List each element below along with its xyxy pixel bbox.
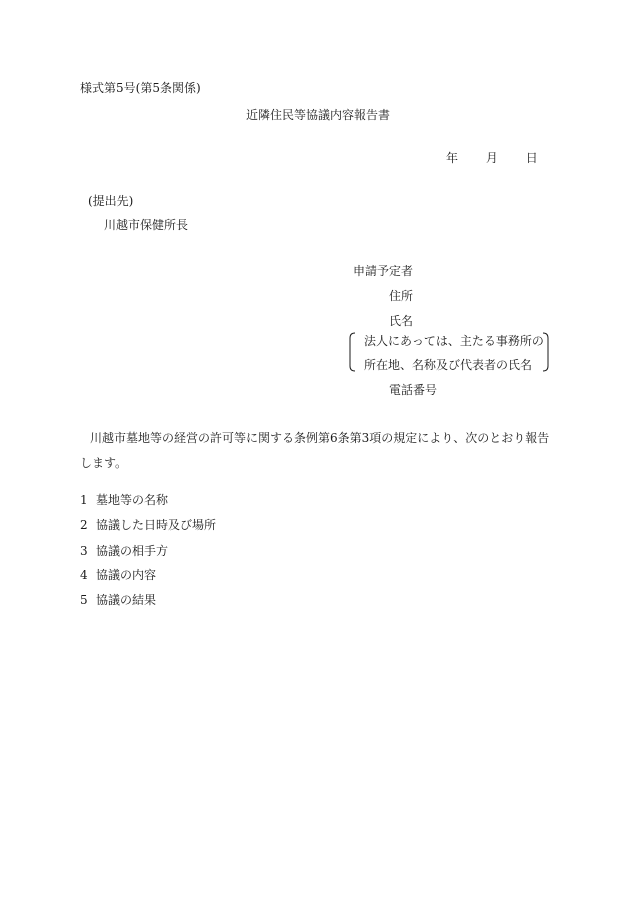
- date-month-label: 月: [485, 151, 498, 165]
- list-item: [80, 569, 156, 581]
- body-paragraph: 川越市墓地等の経営の許可等に関する条例第6条第3項の規定により、次のとおり報告します。: [80, 431, 550, 470]
- address-label: 住所: [389, 289, 414, 303]
- document-title: 近隣住民等協議内容報告書: [246, 108, 391, 122]
- list-item-label: 墓地等の名称: [96, 493, 169, 507]
- list-item-number: 5: [80, 593, 88, 607]
- right-brace-icon: [542, 332, 550, 372]
- list-item: [80, 594, 156, 606]
- name-label: 氏名: [389, 314, 414, 328]
- corporate-note: [348, 332, 550, 372]
- list-item-number: 1: [80, 493, 88, 507]
- phone-label: 電話番号: [389, 383, 438, 397]
- list-item-label: 協議の相手方: [96, 544, 169, 558]
- list-item-label: 協議の結果: [96, 593, 157, 607]
- list-item-number: 4: [80, 568, 88, 582]
- date-row: [446, 152, 538, 164]
- applicant-heading: 申請予定者: [353, 264, 414, 278]
- date-day-label: 日: [525, 151, 538, 165]
- recipient-name: 川越市保健所長: [104, 218, 189, 232]
- list-item-label: 協議した日時及び場所: [96, 518, 217, 532]
- corporate-note-line1: 法人にあっては、主たる事務所の: [364, 334, 544, 348]
- list-item-number: 3: [80, 544, 88, 558]
- form-number: 様式第5号(第5条関係): [80, 81, 201, 95]
- list-item-label: 協議の内容: [96, 568, 157, 582]
- list-item: [80, 519, 216, 531]
- list-item: [80, 494, 168, 506]
- corporate-note-line2: 所在地、名称及び代表者の氏名: [364, 358, 533, 372]
- list-item-number: 2: [80, 518, 88, 532]
- left-brace-icon: [348, 332, 356, 372]
- recipient-heading: (提出先): [88, 194, 134, 208]
- list-item: [80, 545, 168, 557]
- date-year-label: 年: [446, 151, 459, 165]
